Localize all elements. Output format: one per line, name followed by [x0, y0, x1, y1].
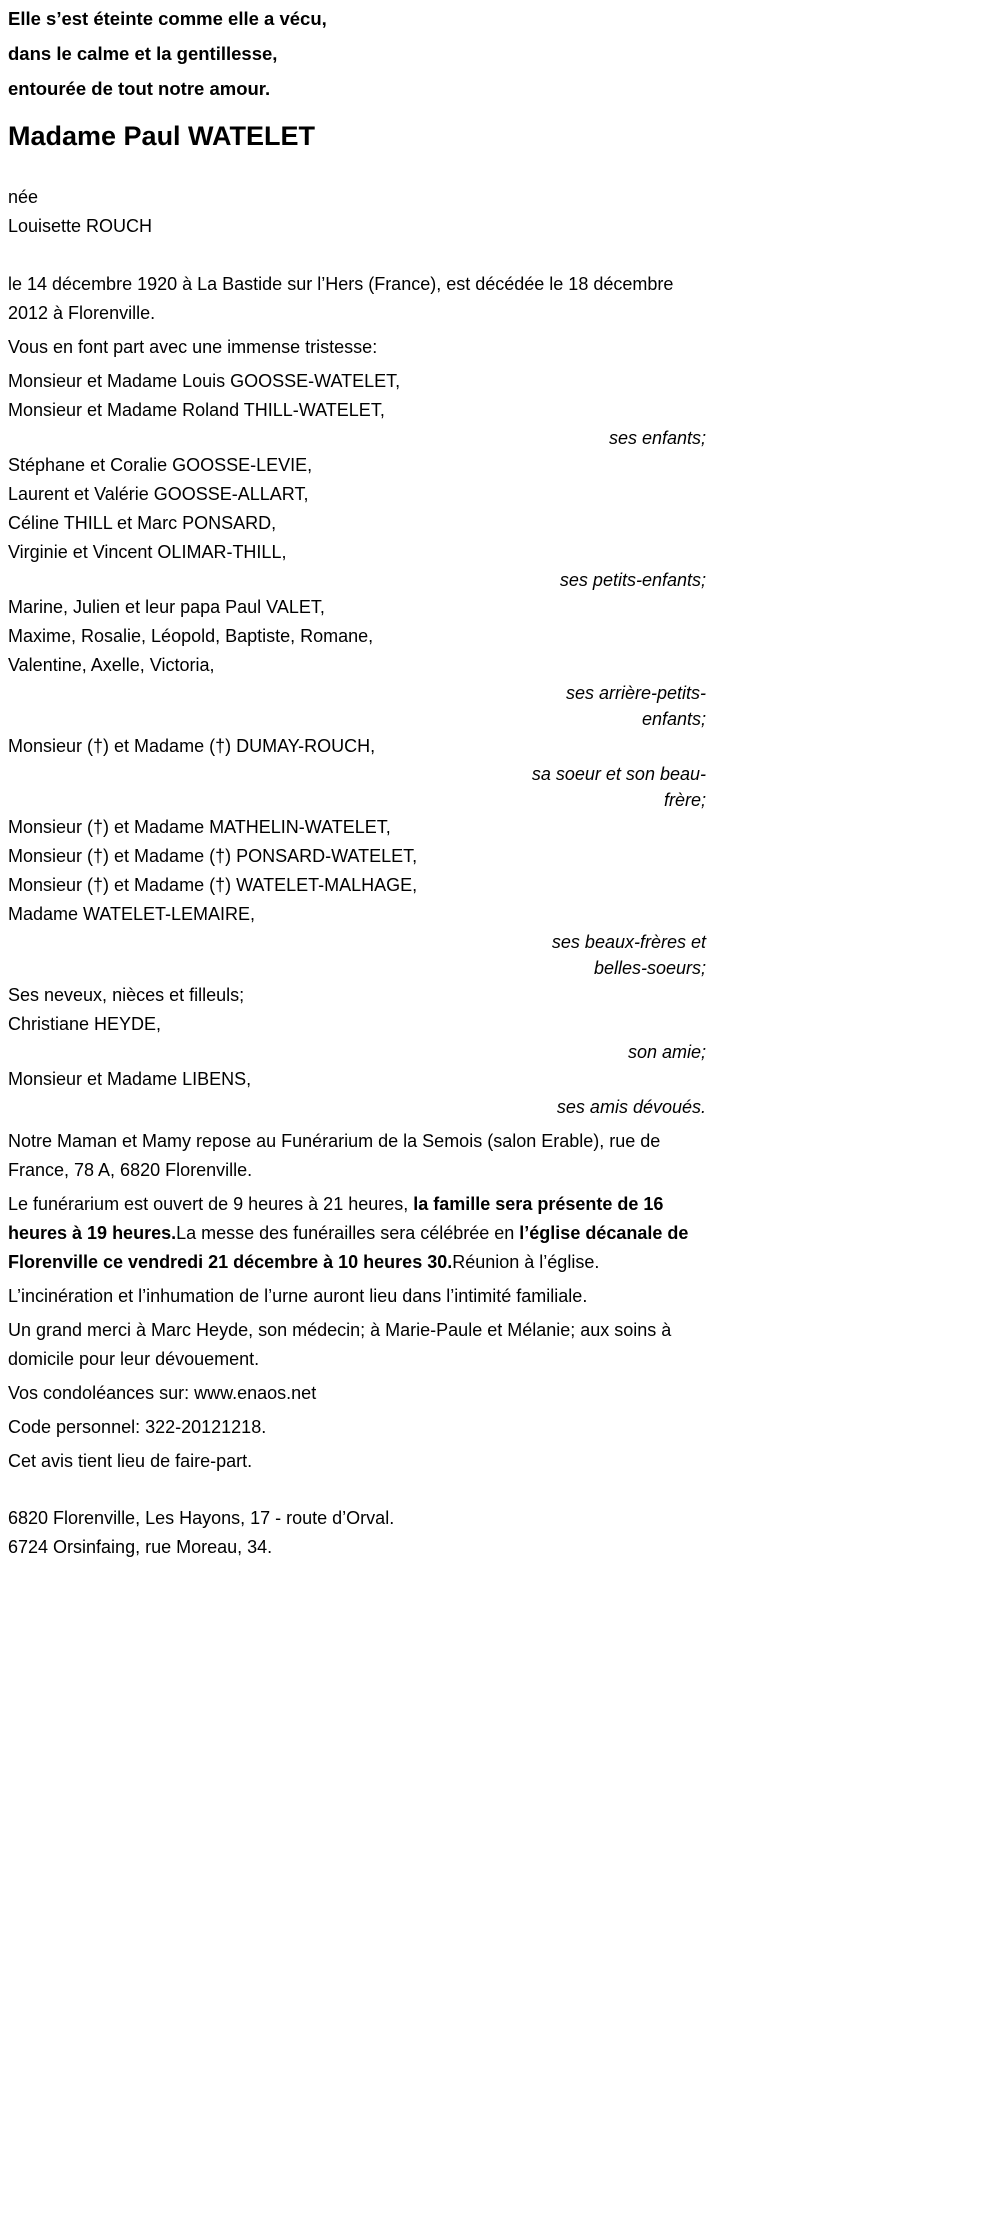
family-member: Monsieur et Madame Louis GOOSSE-WATELET,	[8, 371, 401, 391]
family-member: Céline THILL et Marc PONSARD,	[8, 513, 277, 533]
thanks-note: Un grand merci à Marc Heyde, son médecin; à Marie-Paule et Mélanie; aux soins à domicile pour leur dévouement.	[8, 1320, 672, 1369]
intro-quote	[8, 8, 706, 100]
personal-code: Code personnel: 322-20121218.	[8, 1417, 267, 1437]
family-member: Monsieur (†) et Madame (†) DUMAY-ROUCH,	[8, 736, 376, 756]
family-group-devoted-friends	[8, 1065, 706, 1120]
relation-label: ses arrière-petits-enfants;	[565, 683, 706, 729]
family-member: Maxime, Rosalie, Léopold, Baptiste, Romane,	[8, 626, 374, 646]
family-group-grandchildren	[8, 451, 706, 593]
family-group-great-grandchildren	[8, 593, 706, 732]
relation-label: ses petits-enfants;	[559, 570, 706, 590]
repose-info: Notre Maman et Mamy repose au Funérarium de la Semois (salon Erable), rue de France, 78 A, 6820 Florenville.	[8, 1131, 661, 1180]
family-member: Christiane HEYDE,	[8, 1014, 162, 1034]
family-member: Monsieur et Madame LIBENS,	[8, 1069, 252, 1089]
funeral-schedule-segment-bold: la famille sera présente de 16 heures à 19 heures.	[8, 1194, 664, 1243]
family-group-sister	[8, 732, 706, 813]
family-group-friend	[8, 1010, 706, 1065]
family-group-nephews	[8, 981, 706, 1010]
obituary-content	[0, 0, 706, 1562]
funeral-schedule	[8, 1190, 706, 1277]
nee-label: née	[8, 187, 39, 207]
address-line: 6820 Florenville, Les Hayons, 17 - route d’Orval.	[8, 1508, 395, 1528]
family-member: Ses neveux, nièces et filleuls;	[8, 985, 245, 1005]
funeral-schedule-segment: La messe des funérailles sera célébrée en	[176, 1223, 520, 1243]
family-member: Marine, Julien et leur papa Paul VALET,	[8, 597, 325, 617]
relation-label: ses amis dévoués.	[556, 1097, 706, 1117]
funeral-schedule-segment: Le funérarium est ouvert de 9 heures à 21 heures,	[8, 1194, 414, 1214]
relation-label: son amie;	[627, 1042, 706, 1062]
maiden-name-block	[8, 183, 706, 241]
family-group-in-laws	[8, 813, 706, 981]
family-member: Laurent et Valérie GOOSSE-ALLART,	[8, 484, 309, 504]
cremation-info: L’incinération et l’inhumation de l’urne auront lieu dans l’intimité familiale.	[8, 1286, 588, 1306]
family-member: Monsieur et Madame Roland THILL-WATELET,	[8, 400, 385, 420]
family-member: Madame WATELET-LEMAIRE,	[8, 904, 256, 924]
deceased-name-title: Madame Paul WATELET	[8, 121, 316, 151]
family-member: Valentine, Axelle, Victoria,	[8, 655, 215, 675]
intro-line: entourée de tout notre amour.	[8, 78, 271, 99]
family-member: Monsieur (†) et Madame (†) PONSARD-WATELET,	[8, 846, 418, 866]
address-block	[8, 1504, 706, 1562]
family-member: Stéphane et Coralie GOOSSE-LEVIE,	[8, 455, 313, 475]
family-member: Monsieur (†) et Madame (†) WATELET-MALHAGE,	[8, 875, 418, 895]
relation-label: ses enfants;	[608, 428, 706, 448]
maiden-name: Louisette ROUCH	[8, 216, 153, 236]
family-group-children	[8, 367, 706, 451]
funeral-schedule-segment: Réunion à l’église.	[452, 1252, 600, 1272]
intro-line: Elle s’est éteinte comme elle a vécu,	[8, 8, 327, 29]
life-summary: le 14 décembre 1920 à La Bastide sur l’Hers (France), est décédée le 18 décembre 2012 à Florenville.	[8, 274, 674, 323]
family-member: Monsieur (†) et Madame MATHELIN-WATELET,	[8, 817, 391, 837]
family-member: Virginie et Vincent OLIMAR-THILL,	[8, 542, 287, 562]
funeral-schedule-segment-bold: l’église décanale de Florenville ce vendredi 21 décembre à 10 heures 30.	[8, 1223, 689, 1272]
ceremony-details	[8, 1127, 706, 1476]
condolences-info: Vos condoléances sur: www.enaos.net	[8, 1383, 317, 1403]
address-line: 6724 Orsinfaing, rue Moreau, 34.	[8, 1537, 273, 1557]
announcement: Vous en font part avec une immense tristesse:	[8, 337, 378, 357]
family-list	[8, 367, 706, 1120]
legal-notice: Cet avis tient lieu de faire-part.	[8, 1451, 253, 1471]
relation-label: ses beaux-frères et belles-soeurs;	[551, 932, 706, 978]
intro-line: dans le calme et la gentillesse,	[8, 43, 278, 64]
relation-label: sa soeur et son beau-frère;	[531, 764, 706, 810]
